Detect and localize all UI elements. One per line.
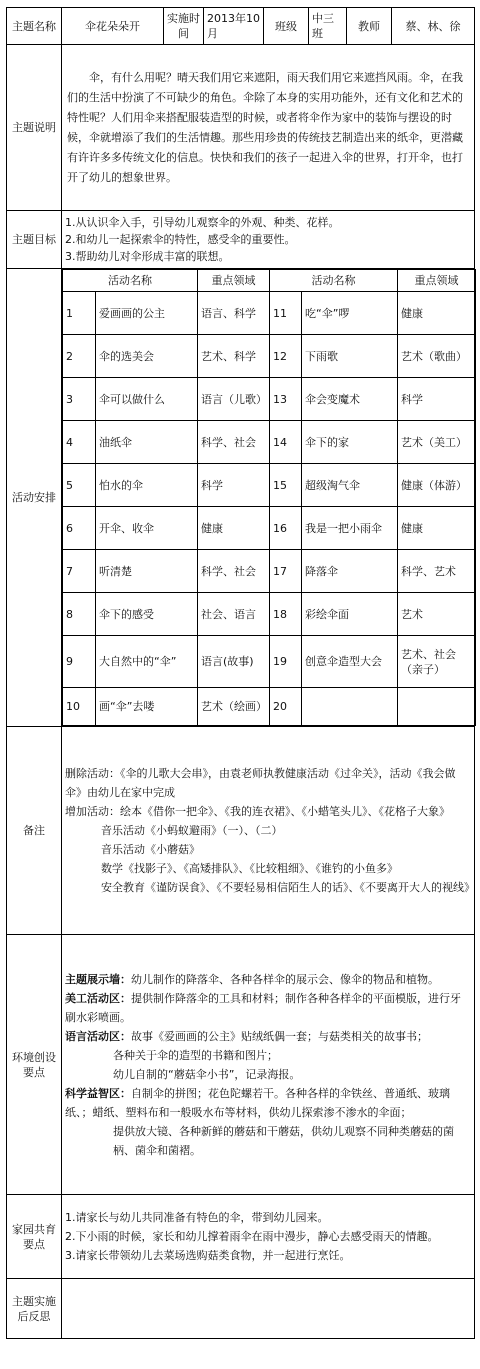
activity-name: 油纸伞 [96, 421, 198, 464]
display-wall-item [65, 970, 471, 989]
activity-name: 大自然中的“伞” [96, 636, 198, 688]
reflection-row [7, 1279, 475, 1339]
activity-name: 爱画画的公主 [96, 292, 198, 335]
family-item: 1.请家长与幼儿共同准备有特色的伞，带到幼儿园来。 [65, 1211, 329, 1224]
activity-number: 4 [63, 421, 96, 464]
activity-domain: 艺术 [398, 593, 476, 636]
environment-row [7, 935, 475, 1195]
theme-name-value: 伞花朵朵开 [62, 8, 164, 45]
goals-label: 主题目标 [7, 211, 62, 269]
col-domain-header: 重点领域 [398, 270, 476, 292]
activity-domain: 语言（儿歌） [198, 378, 270, 421]
activity-name: 伞可以做什么 [96, 378, 198, 421]
activity-domain: 艺术、科学 [198, 335, 270, 378]
goal-item: 2.和幼儿一起探索伞的特性，感受伞的重要性。 [65, 233, 296, 246]
science-area-text: 自制伞的拼图；花色陀螺若干。各种各样的伞铁丝、普通纸、玻璃纸、；蜡纸、塑料布和一般吸水布等材料，供幼儿探索渗不渗水的伞面； [65, 1086, 450, 1119]
activity-number: 7 [63, 550, 96, 593]
science-area-item [65, 1084, 471, 1122]
note-line: 增加活动：绘本《借你一把伞》、《我的连衣裙》、《小蜡笔头儿》、《花格子大象》 [65, 805, 450, 818]
activity-number: 6 [63, 507, 96, 550]
description-text: 伞，有什么用呢？晴天我们用它来遮阳，雨天我们用它来遮挡风雨。伞，在我们的生活中扮演了不可缺少的角色。伞除了本身的实用功能外，还有文化和艺术的特性呢？人们用伞来搭配服装造型的时候，或者将伞作为家中的装饰与摆设的时候，伞就增添了我们的生活情趣。那些用珍贵的传统技艺制造出来的纸伞，更潜藏有许许多多传统文化的信息。快快和我们的孩子一起进入伞的世界，打开伞，也打开了幼儿的想象世界。 [67, 70, 463, 184]
activities-header-row [63, 270, 476, 292]
activity-row [63, 550, 476, 593]
family-row [7, 1195, 475, 1279]
activity-domain: 艺术（美工） [398, 421, 476, 464]
activity-domain: 艺术（歌曲） [398, 335, 476, 378]
activity-name: 伞下的家 [302, 421, 398, 464]
activity-domain: 健康 [398, 292, 476, 335]
activity-name: 怕水的伞 [96, 464, 198, 507]
display-wall-title: 主题展示墙： [65, 972, 131, 986]
science-area-line: 提供放大镜、各种新鲜的蘑菇和干蘑菇，供幼儿观察不同种类蘑菇的菌柄、菌伞和菌褶。 [113, 1124, 454, 1157]
activity-number: 2 [63, 335, 96, 378]
note-line: 音乐活动《小蘑菇》 [101, 843, 200, 856]
time-label: 实施时间 [164, 8, 204, 45]
header-row [7, 8, 475, 45]
theme-name-label: 主题名称 [7, 8, 62, 45]
language-area-text: 故事《爱画画的公主》贴绒纸偶一套；与菇类相关的故事书； [131, 1029, 428, 1043]
activity-name: 彩绘伞面 [302, 593, 398, 636]
activity-number: 20 [270, 688, 302, 726]
family-label: 家园共育要点 [7, 1195, 62, 1279]
col-name-header: 活动名称 [63, 270, 198, 292]
activity-number: 19 [270, 636, 302, 688]
activity-number: 18 [270, 593, 302, 636]
activity-domain: 科学、社会 [198, 550, 270, 593]
activity-number: 11 [270, 292, 302, 335]
language-area-line: 幼儿自制的“蘑菇伞小书”，记录海报。 [113, 1067, 301, 1081]
activity-number: 14 [270, 421, 302, 464]
goals-row [7, 211, 475, 269]
activity-name: 伞下的感受 [96, 593, 198, 636]
activity-domain: 语言(故事) [198, 636, 270, 688]
activity-domain: 科学、艺术 [398, 550, 476, 593]
activity-domain: 健康 [198, 507, 270, 550]
activity-name: 我是一把小雨伞 [302, 507, 398, 550]
reflection-text [62, 1279, 475, 1339]
activities-table [62, 269, 476, 726]
activity-number: 12 [270, 335, 302, 378]
notes-row [7, 727, 475, 935]
teacher-value: 蔡、林、徐 [392, 8, 475, 45]
art-area-title: 美工活动区： [65, 991, 131, 1005]
activity-name: 开伞、收伞 [96, 507, 198, 550]
activity-domain: 科学、社会 [198, 421, 270, 464]
description-row [7, 45, 475, 211]
col-name-header: 活动名称 [270, 270, 398, 292]
activity-number: 15 [270, 464, 302, 507]
activity-number: 5 [63, 464, 96, 507]
activity-number: 17 [270, 550, 302, 593]
class-label: 班级 [264, 8, 309, 45]
activity-row [63, 688, 476, 726]
activity-domain: 科学 [398, 378, 476, 421]
activity-name: 创意伞造型大会 [302, 636, 398, 688]
activity-domain [398, 688, 476, 726]
activity-number: 3 [63, 378, 96, 421]
family-item: 2.下小雨的时候，家长和幼儿撑着雨伞在雨中漫步，静心去感受雨天的情趣。 [65, 1230, 439, 1243]
activity-number: 10 [63, 688, 96, 726]
description-label: 主题说明 [7, 45, 62, 211]
activity-row [63, 292, 476, 335]
note-line: 删除活动：《伞的儿歌大会串》，由袁老师执教健康活动《过伞关》，活动《我会做伞》由幼儿在家中完成 [65, 767, 456, 799]
activity-name: 吃“伞”啰 [302, 292, 398, 335]
class-value: 中三班 [309, 8, 347, 45]
activity-domain: 艺术、社会（亲子） [398, 636, 476, 688]
notes-label: 备注 [7, 727, 62, 935]
activity-number: 13 [270, 378, 302, 421]
activity-domain: 科学 [198, 464, 270, 507]
activity-domain: 社会、语言 [198, 593, 270, 636]
activity-number: 1 [63, 292, 96, 335]
art-area-item [65, 989, 471, 1027]
family-item: 3.请家长带领幼儿去菜场选购菇类食物，并一起进行烹饪。 [65, 1249, 351, 1262]
col-domain-header: 重点领域 [198, 270, 270, 292]
activity-name: 画“伞”去喽 [96, 688, 198, 726]
language-area-title: 语言活动区： [65, 1029, 131, 1043]
activity-number: 9 [63, 636, 96, 688]
activity-domain: 健康（体游） [398, 464, 476, 507]
activity-domain: 艺术（绘画） [198, 688, 270, 726]
activity-name: 听清楚 [96, 550, 198, 593]
teacher-label: 教师 [347, 8, 392, 45]
note-line: 安全教育《谨防误食》、《不要轻易相信陌生人的话》、《不要离开大人的视线》 [101, 881, 475, 894]
activities-row [7, 269, 475, 727]
activity-name: 超级淘气伞 [302, 464, 398, 507]
note-line: 数学《找影子》、《高矮排队》、《比较粗细》、《谁钓的小鱼多》 [101, 862, 398, 875]
activity-number: 8 [63, 593, 96, 636]
art-area-text: 提供制作降落伞的工具和材料；制作各种各样伞的平面模版，进行牙刷水彩喷画。 [65, 991, 461, 1024]
activity-row [63, 507, 476, 550]
activity-row [63, 464, 476, 507]
environment-label: 环境创设要点 [7, 935, 62, 1195]
display-wall-text: 幼儿制作的降落伞、各种各样伞的展示会、像伞的物品和植物。 [131, 972, 439, 986]
activity-number: 16 [270, 507, 302, 550]
activity-name: 伞的选美会 [96, 335, 198, 378]
reflection-label: 主题实施后反思 [7, 1279, 62, 1339]
language-area-item [65, 1027, 471, 1046]
activity-row [63, 421, 476, 464]
science-area-title: 科学益智区： [65, 1086, 131, 1100]
theme-plan-table [6, 7, 475, 1339]
activity-row [63, 636, 476, 688]
activity-name: 降落伞 [302, 550, 398, 593]
activity-name: 伞会变魔术 [302, 378, 398, 421]
activity-domain: 健康 [398, 507, 476, 550]
activity-row [63, 593, 476, 636]
goal-item: 1.从认识伞入手，引导幼儿观察伞的外观、种类、花样。 [65, 216, 340, 229]
time-value: 2013年10月 [204, 8, 264, 45]
language-area-line: 各种关于伞的造型的书籍和图片； [113, 1048, 278, 1062]
goal-item: 3.帮助幼儿对伞形成丰富的联想。 [65, 250, 230, 263]
activity-row [63, 378, 476, 421]
activity-row [63, 335, 476, 378]
activity-name [302, 688, 398, 726]
activity-domain: 语言、科学 [198, 292, 270, 335]
activities-label: 活动安排 [7, 269, 62, 727]
activity-name: 下雨歌 [302, 335, 398, 378]
note-line: 音乐活动《小蚂蚁避雨》（一）、（二） [101, 824, 283, 837]
